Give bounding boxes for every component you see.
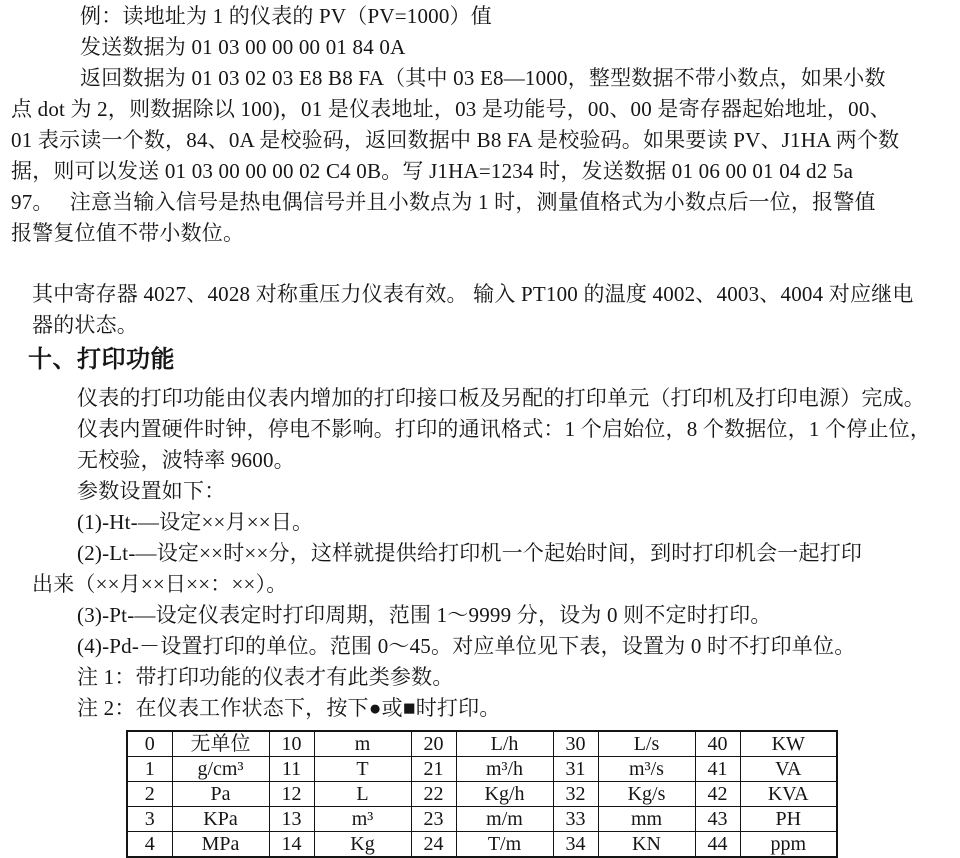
unit-label-cell: Kg/s bbox=[598, 782, 695, 807]
unit-label-cell: g/cm³ bbox=[172, 757, 269, 782]
unit-label-cell: MPa bbox=[172, 832, 269, 858]
unit-label-cell: m/m bbox=[456, 807, 553, 832]
unit-code-cell: 10 bbox=[269, 731, 314, 757]
unit-code-cell: 42 bbox=[695, 782, 740, 807]
unit-code-cell: 23 bbox=[411, 807, 456, 832]
document-line: (2)-Lt-—设定××时××分，这样就提供给打印机一个起始时间，到时打印机会一起打印 bbox=[77, 541, 863, 565]
document-line: 97。 注意当输入信号是热电偶信号并且小数点为 1 时，测量值格式为小数点后一位，报警值 bbox=[11, 190, 876, 214]
document-line: 01 表示读一个数，84、0A 是校验码，返回数据中 B8 FA 是校验码。如果要读 PV、J1HA 两个数 bbox=[11, 128, 900, 152]
unit-code-cell: 40 bbox=[695, 731, 740, 757]
unit-label-cell: KN bbox=[598, 832, 695, 858]
unit-code-cell: 14 bbox=[269, 832, 314, 858]
document-line: 发送数据为 01 03 00 00 00 01 84 0A bbox=[80, 35, 406, 59]
unit-code-cell: 34 bbox=[553, 832, 598, 858]
unit-code-cell: 3 bbox=[127, 807, 172, 832]
document-line: 无校验，波特率 9600。 bbox=[77, 448, 295, 472]
unit-code-cell: 11 bbox=[269, 757, 314, 782]
unit-code-cell: 21 bbox=[411, 757, 456, 782]
document-line: (3)-Pt-—设定仪表定时打印周期，范围 1～9999 分，设为 0 则不定时打印。 bbox=[77, 603, 772, 627]
unit-label-cell: m³/h bbox=[456, 757, 553, 782]
units-table-row bbox=[127, 782, 837, 807]
unit-label-cell: L/s bbox=[598, 731, 695, 757]
unit-code-cell: 43 bbox=[695, 807, 740, 832]
unit-code-cell: 33 bbox=[553, 807, 598, 832]
document-line: 器的状态。 bbox=[32, 313, 138, 337]
unit-label-cell: KW bbox=[740, 731, 837, 757]
document-line: 点 dot 为 2，则数据除以 100)，01 是仪表地址，03 是功能号，00、00 是寄存器起始地址，00、 bbox=[11, 97, 891, 121]
unit-label-cell: KVA bbox=[740, 782, 837, 807]
unit-code-cell: 13 bbox=[269, 807, 314, 832]
document-line: 例：读地址为 1 的仪表的 PV（PV=1000）值 bbox=[80, 4, 492, 28]
document-line: 据，则可以发送 01 03 00 00 00 02 C4 0B。写 J1HA=1234 时，发送数据 01 06 00 01 04 d2 5a bbox=[11, 159, 854, 183]
document-line: 其中寄存器 4027、4028 对称重压力仪表有效。 输入 PT100 的温度 4002、4003、4004 对应继电 bbox=[32, 282, 914, 306]
unit-label-cell: KPa bbox=[172, 807, 269, 832]
unit-code-cell: 30 bbox=[553, 731, 598, 757]
unit-label-cell: T bbox=[314, 757, 411, 782]
unit-label-cell: m³/s bbox=[598, 757, 695, 782]
document-line: (1)-Ht-—设定××月××日。 bbox=[77, 510, 314, 534]
unit-label-cell: T/m bbox=[456, 832, 553, 858]
unit-label-cell: Pa bbox=[172, 782, 269, 807]
section-heading: 十、打印功能 bbox=[28, 346, 175, 373]
unit-code-cell: 44 bbox=[695, 832, 740, 858]
unit-code-cell: 32 bbox=[553, 782, 598, 807]
units-table-row bbox=[127, 807, 837, 832]
document-line: (4)-Pd-－设置打印的单位。范围 0～45。对应单位见下表，设置为 0 时不打印单位。 bbox=[77, 634, 856, 658]
document-line: 仪表的打印功能由仪表内增加的打印接口板及另配的打印单元（打印机及打印电源）完成。 bbox=[77, 386, 925, 410]
unit-label-cell: m bbox=[314, 731, 411, 757]
unit-label-cell: L bbox=[314, 782, 411, 807]
unit-code-cell: 1 bbox=[127, 757, 172, 782]
print-units-table bbox=[126, 730, 838, 858]
unit-label-cell: Kg bbox=[314, 832, 411, 858]
unit-label-cell: m³ bbox=[314, 807, 411, 832]
unit-label-cell: Kg/h bbox=[456, 782, 553, 807]
document-line: 参数设置如下： bbox=[77, 479, 226, 503]
unit-code-cell: 20 bbox=[411, 731, 456, 757]
unit-code-cell: 22 bbox=[411, 782, 456, 807]
unit-code-cell: 41 bbox=[695, 757, 740, 782]
unit-code-cell: 0 bbox=[127, 731, 172, 757]
document-line: 仪表内置硬件时钟，停电不影响。打印的通讯格式：1 个启始位，8 个数据位，1 个停止位， bbox=[77, 417, 932, 441]
unit-label-cell: mm bbox=[598, 807, 695, 832]
unit-label-cell: VA bbox=[740, 757, 837, 782]
unit-label-cell: PH bbox=[740, 807, 837, 832]
document-line: 出来（××月××日××：××）。 bbox=[32, 572, 288, 596]
unit-label-cell: 无单位 bbox=[172, 731, 269, 757]
unit-code-cell: 24 bbox=[411, 832, 456, 858]
unit-code-cell: 12 bbox=[269, 782, 314, 807]
document-line: 注 2：在仪表工作状态下，按下●或■时打印。 bbox=[77, 696, 501, 720]
document-line: 注 1：带打印功能的仪表才有此类参数。 bbox=[77, 665, 454, 689]
units-table-row bbox=[127, 757, 837, 782]
units-table-row bbox=[127, 731, 837, 757]
units-table-row bbox=[127, 832, 837, 858]
document-line: 报警复位值不带小数位。 bbox=[11, 221, 245, 245]
document-line: 返回数据为 01 03 02 03 E8 B8 FA（其中 03 E8—1000，整型数据不带小数点，如果小数 bbox=[80, 66, 886, 90]
unit-label-cell: L/h bbox=[456, 731, 553, 757]
unit-code-cell: 31 bbox=[553, 757, 598, 782]
blank-line bbox=[0, 249, 960, 279]
unit-label-cell: ppm bbox=[740, 832, 837, 858]
unit-code-cell: 4 bbox=[127, 832, 172, 858]
unit-code-cell: 2 bbox=[127, 782, 172, 807]
